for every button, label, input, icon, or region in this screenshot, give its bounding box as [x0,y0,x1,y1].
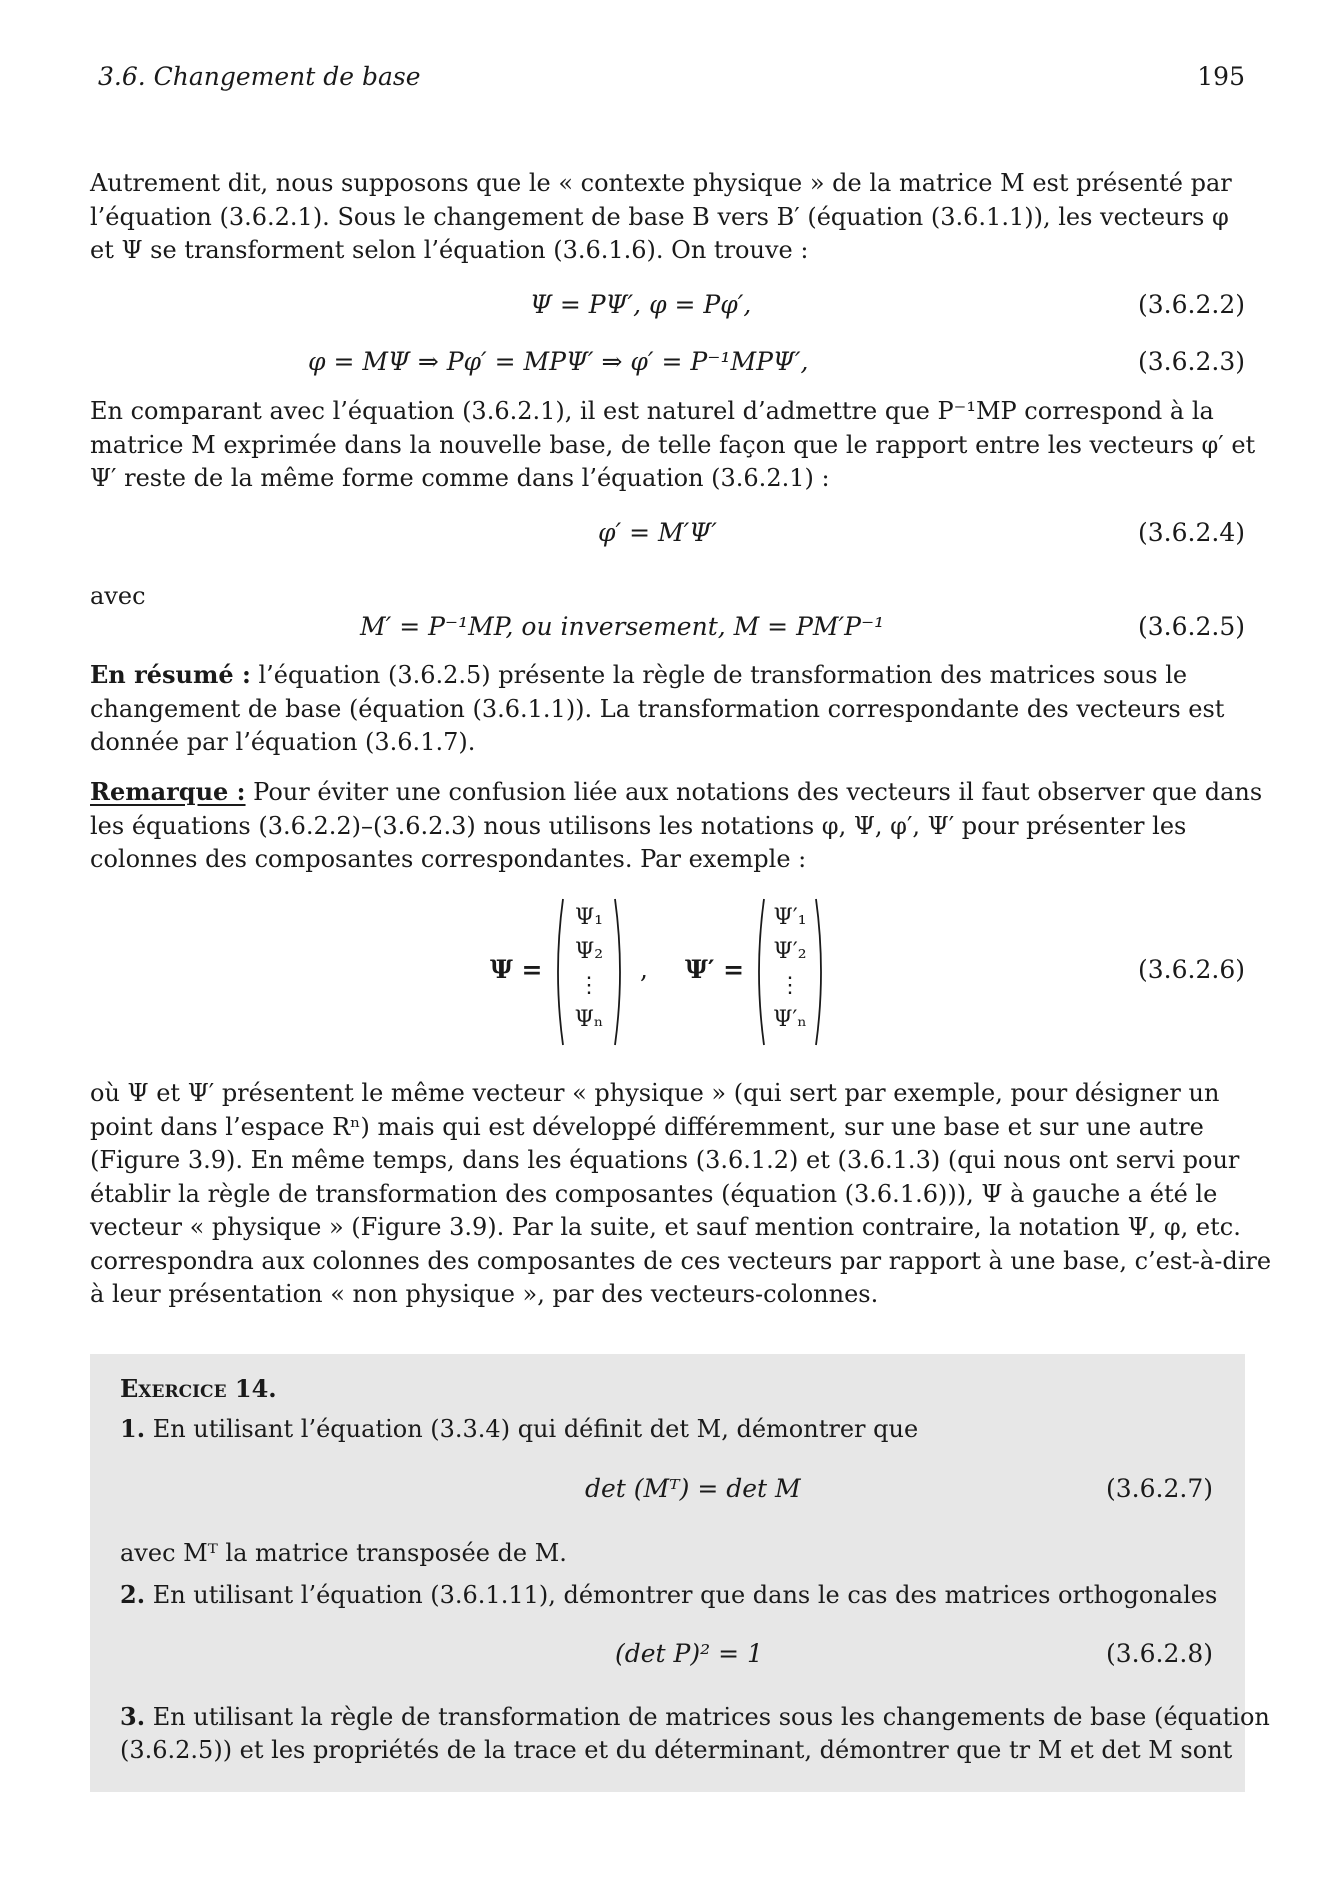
page-number: 195 [1197,62,1245,91]
equation-3-6-2-4 [90,518,1245,558]
equation-number: (3.6.2.3) [1138,347,1245,376]
exercise-item-2: 2. En utilisant l’équation (3.6.1.11), démontrer que dans le cas des matrices orthogonales [120,1580,1218,1609]
equation-number: (3.6.2.8) [1106,1639,1213,1668]
text-line: où Ψ et Ψ′ présentent le même vecteur « physique » (qui sert par exemple, pour désigner un [90,1079,1220,1107]
paragraph-comparison [90,395,1256,496]
separator-comma: , [640,955,648,984]
text-line: vecteur « physique » (Figure 3.9). Par la suite, et sauf mention contraire, la notation Ψ, φ, etc. [90,1213,1241,1241]
equation-3-6-2-5 [90,612,1245,652]
equation-body: det (Mᵀ) = det M [585,1474,801,1503]
text-line: établir la règle de transformation des composantes (équation (3.6.1.6))), Ψ à gauche a été le [90,1179,1218,1208]
text-line: changement de base (équation (3.6.1.1)). La transformation correspondante des vecteurs est [90,694,1225,723]
text-line: Ψ′ reste de la même forme comme dans l’équation (3.6.2.1) : [90,464,830,492]
exercise-item-3: 3. En utilisant la règle de transformation de matrices sous les changements de base (équation (3.6.2.5)) et les propriétés de la trace et du déterminant, démontrer que tr M et det M sont [120,1702,1270,1764]
left-paren-icon [753,897,765,1047]
left-paren-icon [552,897,564,1047]
equation-3-6-2-2 [90,290,1245,330]
exercise-item-1: 1. En utilisant l’équation (3.3.4) qui définit det M, démontrer que [120,1414,919,1443]
paragraph-resume [90,658,1245,760]
text-line: En comparant avec l’équation (3.6.2.1), il est naturel d’admettre que P⁻¹MP correspond à la [90,397,1214,425]
right-paren-icon [815,897,827,1047]
text-line: Pour éviter une confusion liée aux notations des vecteurs il faut observer que dans [245,778,1263,806]
paragraph-physical-vector [90,1077,1272,1312]
equation-body: φ′ = M′Ψ′ [598,518,717,547]
equation-number: (3.6.2.6) [1138,955,1245,984]
equation-number: (3.6.2.5) [1138,612,1245,641]
text-line: l’équation (3.6.2.1). Sous le changement de base B vers B′ (équation (3.6.1.1)), les vecteurs φ [90,202,1229,231]
matrix-cells: Ψ′₁ Ψ′₂ ⋮ Ψ′ₙ [773,905,807,1032]
remarque-label: Remarque : [90,777,246,806]
text-line: à leur présentation « non physique », par des vecteurs-colonnes. [90,1280,879,1308]
text-line: donnée par l’équation (3.6.1.7). [90,728,476,756]
lhs-psi: Ψ = [490,955,543,984]
exercise-title: Exercice 14. [120,1374,277,1403]
paragraph-remarque [90,775,1263,877]
exercise-box [90,1354,1270,1792]
text-line: matrice M exprimée dans la nouvelle base, de telle façon que le rapport entre les vecteurs φ′ et [90,430,1256,459]
text-line: et Ψ se transforment selon l’équation (3.6.1.6). On trouve : [90,236,809,264]
equation-number: (3.6.2.4) [1138,518,1245,547]
text-line: colonnes des composantes correspondantes. Par exemple : [90,845,807,873]
equation-body: M′ = P⁻¹MP, ou inversement, M = PM′P⁻¹ [360,612,885,641]
text-line: correspondra aux colonnes des composantes de ces vecteurs par rapport à une base, c’est-à-dire [90,1246,1272,1275]
avec-word: avec [90,582,146,610]
running-header [90,62,1245,94]
equation-body: Ψ = PΨ′, φ = Pφ′, [530,290,752,319]
section-title: 3.6. Changement de base [98,62,421,91]
resume-label: En résumé : [90,660,251,689]
text-line: l’équation (3.6.2.5) présente la règle de transformation des matrices sous le [250,661,1188,689]
lhs-psi-prime: Ψ′ = [685,955,745,984]
equation-3-6-2-6 [90,897,1245,1057]
matrix-cells: Ψ₁ Ψ₂ ⋮ Ψₙ [574,905,604,1032]
exercise-item-1-after: avec Mᵀ la matrice transposée de M. [120,1539,567,1567]
text-line: (Figure 3.9). En même temps, dans les équations (3.6.1.2) et (3.6.1.3) (qui nous ont servi pour [90,1146,1240,1174]
equation-number: (3.6.2.7) [1106,1474,1213,1503]
paragraph-intro [90,167,1245,268]
right-paren-icon [614,897,626,1047]
text-line: Autrement dit, nous supposons que le « contexte physique » de la matrice M est présenté par [90,169,1232,197]
equation-body: φ = MΨ ⇒ Pφ′ = MPΨ′ ⇒ φ′ = P⁻¹MPΨ′, [308,347,809,376]
equation-number: (3.6.2.2) [1138,290,1245,319]
text-line: point dans l’espace Rⁿ) mais qui est développé différemment, sur une base et sur une autre [90,1112,1204,1141]
text-line: les équations (3.6.2.2)–(3.6.2.3) nous utilisons les notations φ, Ψ, φ′, Ψ′ pour présenter les [90,811,1187,840]
equation-3-6-2-3 [90,347,1245,387]
equation-body: (det P)² = 1 [615,1639,763,1668]
